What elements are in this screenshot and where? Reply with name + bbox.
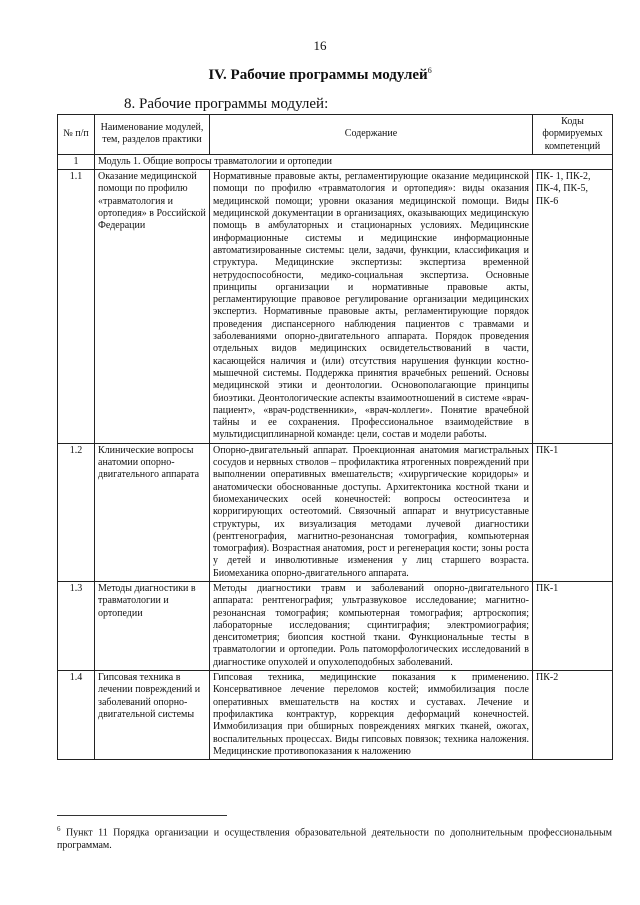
table-row (58, 581, 613, 670)
row-content: Методы диагностики травм и заболеваний опорно-двигательного аппарата: рентгенография; ультразвуковое исследование; магнитно-резонансная томография; компьютерная томография; артроскопия; лабораторные исследования; сцинтиграфия; электромиография; денситометрия; биопсия костной ткани. Функциональные тесты в травматологии и ортопедии. Роль патоморфологических исследований в диагностике опухолей и опухолеподобных заболеваний. (210, 581, 533, 670)
section-title-text: IV. Рабочие программы модулей (208, 67, 428, 83)
row-codes: ПК-2 (533, 671, 613, 760)
programs-table (57, 114, 613, 760)
row-codes: ПК- 1, ПК-2, ПК-4, ПК-5, ПК-6 (533, 170, 613, 444)
header-num: № п/п (58, 115, 95, 155)
footnote-ref: 6 (427, 66, 432, 75)
table-row (58, 170, 613, 444)
row-num: 1.2 (58, 443, 95, 581)
row-name: Гипсовая техника в лечении повреждений и заболеваний опорно-двигательной системы (95, 671, 210, 760)
header-content: Содержание (210, 115, 533, 155)
row-num: 1.1 (58, 170, 95, 444)
module-num: 1 (58, 154, 95, 169)
page-number: 16 (313, 38, 327, 53)
row-codes: ПК-1 (533, 581, 613, 670)
row-name: Оказание медицинской помощи по профилю «травматология и ортопедия» в Российской Федерации (95, 170, 210, 444)
row-num: 1.4 (58, 671, 95, 760)
row-name: Клинические вопросы анатомии опорно-двигательного аппарата (95, 443, 210, 581)
module-row (58, 154, 613, 169)
footnote-divider (57, 815, 227, 816)
row-codes: ПК-1 (533, 443, 613, 581)
row-content: Опорно-двигательный аппарат. Проекционная анатомия магистральных сосудов и нервных стволов – профилактика ятрогенных повреждений при выполнении оперативных вмешательств; «хирургические коридоры» и анатомически обоснованные доступы. Архитектоника костной ткани и биомеханических осей конечностей: вопросы остеосинтеза и корригирующих остеотомий. Связочный аппарат и внутрисуставные структуры, их визуализация методами лучевой диагностики (рентгенография, магнитно-резонансная томография, компьютерная томография). Возрастная анатомия, рост и регенерация кости; зоны роста у детей и инволютивные изменения у лиц старшего возраста. Биомеханика опорно-двигательного аппарата. (210, 443, 533, 581)
row-content: Гипсовая техника, медицинские показания к применению. Консервативное лечение переломов костей; иммобилизация после оперативных вмешательств на костях и суставах. Лечение и профилактика контрактур, коррекция деформаций конечностей. Иммобилизация при обширных повреждениях мягких тканей, ожогах, воспалительных процессах. Виды гипсовых повязок; техника наложения. Медицинские противопоказания к наложению (210, 671, 533, 760)
table-row (58, 671, 613, 760)
module-title: Модуль 1. Общие вопросы травматологии и ортопедии (95, 154, 613, 169)
header-name: Наименование модулей, тем, разделов практики (95, 115, 210, 155)
footnote-marker: 6 (57, 825, 61, 833)
subheading: 8. Рабочие программы модулей: (124, 96, 329, 112)
row-name: Методы диагностики в травматологии и ортопедии (95, 581, 210, 670)
table-row (58, 443, 613, 581)
table-header-row (58, 115, 613, 155)
row-content: Нормативные правовые акты, регламентирующие оказание медицинской помощи по профилю «травматология и ортопедия»: виды оказания медицинской помощи; уровни оказания медицинской помощи. Виды медицинской документации в организациях, оказывающих медицинскую помощь в амбулаторных и стационарных условиях. Медицинские информационные системы и медицинские информационные автоматизированные системы: цели, задачи, функции, классификация и структура. Медицинские экспертизы: экспертиза временной нетрудоспособности, медико-социальная экспертиза. Основные принципы организации и нормативные правовые акты, регламентирующие правовое регулирование организации медицинских экспертиз. Нормативные правовые акты, регламентирующие порядок проведения диспансерного наблюдения пациентов с травмами и заболеваниями опорно-двигательного аппарата. Порядок проведения отдельных видов медицинских освидетельствований в части, касающейся наличия и (или) отсутствия нарушения функции костно-мышечной системы. Поддержка принятия врачебных решений. Основы медицинской этики и деонтологии. Основополагающие принципы биоэтики. Деонтологические аспекты взаимоотношений в системе «врач-пациент», «врач-родственники», «врач-коллеги». Понятие врачебной тайны и ее сохранения. Профессиональное взаимодействие в мультидисциплинарной команде: цели, состав и модели работы. (210, 170, 533, 444)
row-num: 1.3 (58, 581, 95, 670)
header-codes: Коды формируемых компетенций (533, 115, 613, 155)
footnote (57, 823, 612, 852)
section-title (0, 66, 640, 84)
footnote-text: Пункт 11 Порядка организации и осуществления образовательной деятельности по дополнительным профессиональным программам. (57, 827, 613, 852)
